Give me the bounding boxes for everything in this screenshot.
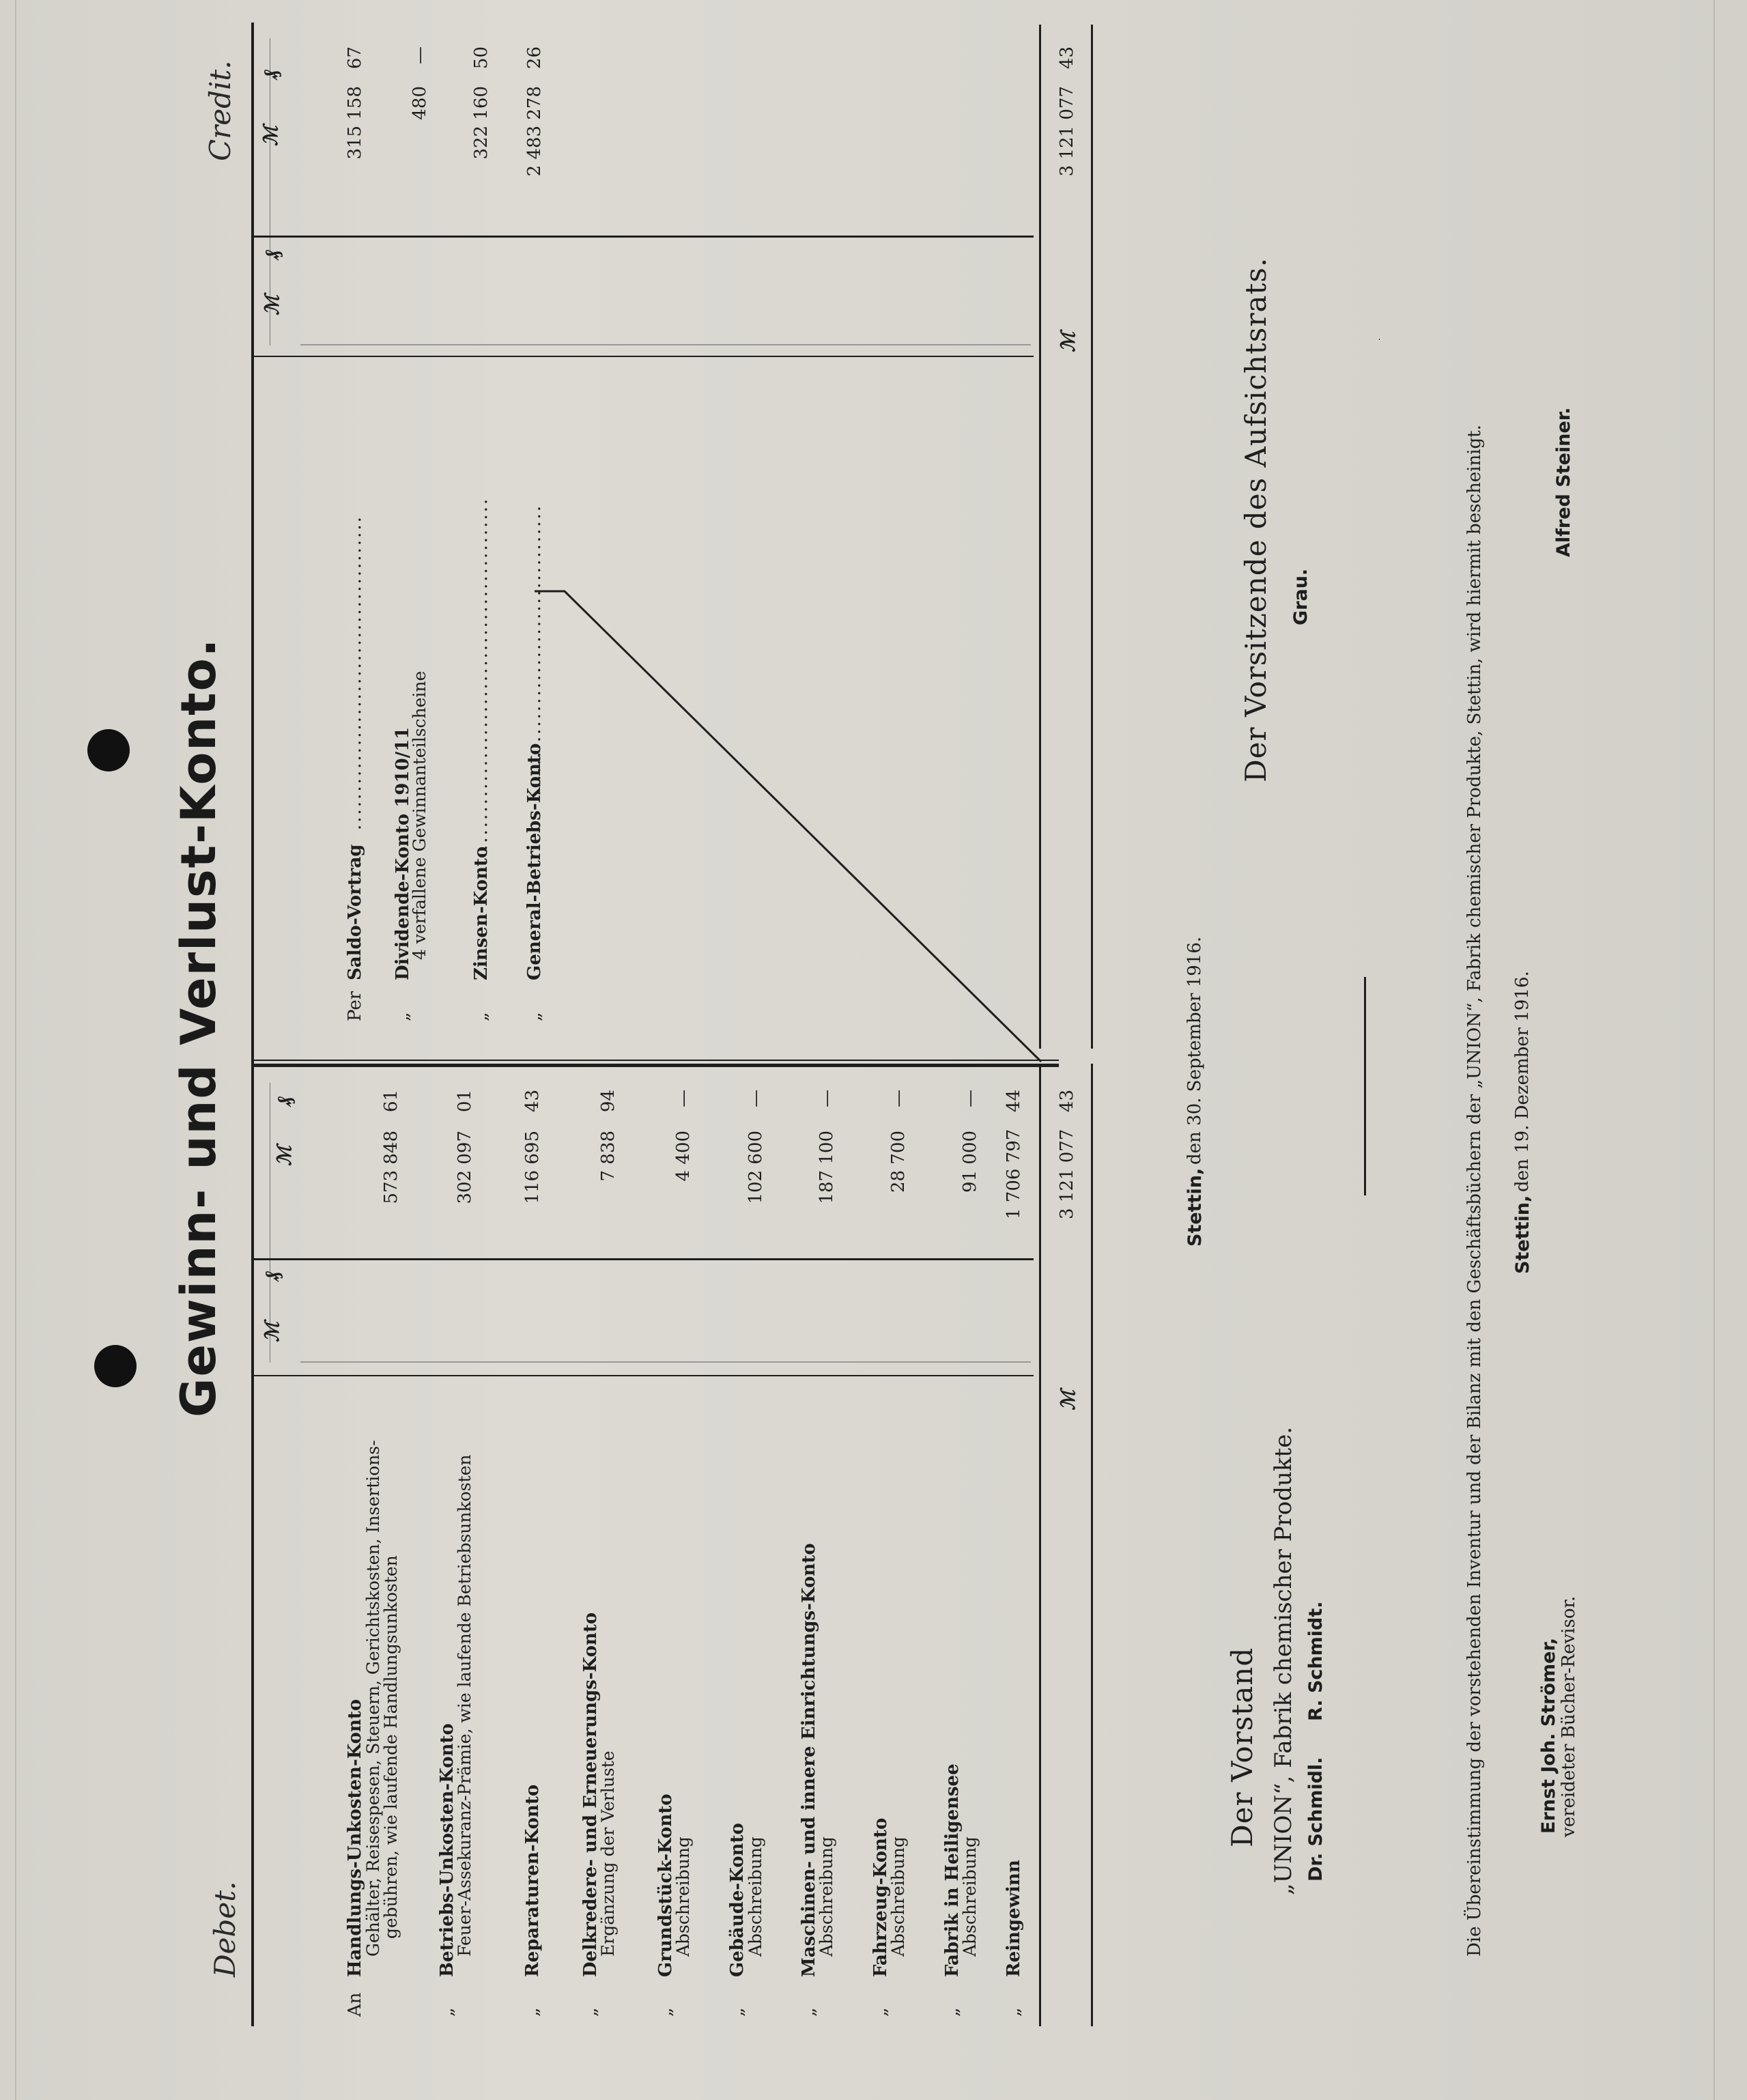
- credit-account-4-leader: ......................................: [524, 503, 545, 796]
- debit-amount-6-pf: —: [745, 1090, 766, 1107]
- credit-pf-header-1: ₰: [261, 250, 283, 259]
- credit-amount-2-pf: —: [410, 46, 430, 64]
- debit-amount-3-pf: 43: [522, 1090, 543, 1113]
- supervisory-signer: Grau.: [1290, 568, 1311, 625]
- debit-account-4-desc-1: Ergänzung der Verluste: [598, 1750, 618, 1957]
- credit-prefix-2: „: [393, 1012, 413, 1021]
- diagonal-filler-line: [532, 584, 1051, 1062]
- debit-prefix-6: „: [727, 2007, 748, 2017]
- debit-prefix-3: „: [522, 2007, 543, 2017]
- debit-label: Debet.: [208, 1881, 242, 1977]
- debit-amount-1-mark: 573 848: [381, 1131, 401, 1204]
- credit-total-pf: 43: [1057, 46, 1077, 70]
- credit-total-mark: 3 121 077: [1057, 86, 1077, 177]
- board-signer-2: R. Schmidt.: [1305, 1601, 1326, 1721]
- credit-account-2-desc: 4 verfallene Gewinnanteilscheine: [410, 670, 429, 960]
- debit-mark-header-1: ℳ: [261, 1322, 283, 1342]
- debit-amount-9-pf: —: [960, 1090, 980, 1107]
- debit-account-3: Reparaturen-Konto: [522, 1784, 543, 1977]
- credit-total-underline: [1091, 25, 1093, 1049]
- debit-account-5-desc-1: Abschreibung: [673, 1836, 693, 1957]
- debit-account-2-desc-1: Feuer-Assekuranz-Prämie, wie laufende Betriebsunkosten: [455, 1454, 474, 1957]
- debit-mark-header-2: ℳ: [273, 1146, 296, 1166]
- spacer: [1379, 339, 1380, 340]
- debit-prefix-2: „: [437, 2007, 457, 2017]
- debit-sum-rule: [1039, 1064, 1041, 2026]
- credit-amount-1-mark: 315 158: [345, 86, 365, 160]
- debit-prefix-5: „: [655, 2007, 676, 2017]
- debit-amount-9-mark: 91 000: [960, 1131, 980, 1193]
- debit-inner-rule: [300, 1361, 1031, 1363]
- credit-outer-rule: [251, 236, 1034, 238]
- credit-account-3-leader: ..............................................: [471, 496, 492, 851]
- debit-outer-rule: [251, 1258, 1034, 1260]
- credit-account-4: General-Betriebs-Konto: [524, 743, 545, 980]
- debit-total-pf: 43: [1057, 1090, 1077, 1113]
- date-1: den 30. September 1916.: [1184, 936, 1205, 1165]
- debit-account-7-desc-1: Abschreibung: [816, 1836, 836, 1957]
- debit-account-9-desc-1: Abschreibung: [960, 1836, 980, 1957]
- debit-amount-5-pf: —: [673, 1090, 694, 1107]
- credit-mark-header-2: ℳ: [259, 126, 282, 146]
- credit-pf-header-2: ₰: [259, 70, 282, 79]
- debit-account-5: Grundstück-Konto: [655, 1793, 676, 1977]
- debit-prefix-7: „: [799, 2007, 819, 2017]
- debit-prefix-first: An: [345, 1992, 365, 2017]
- debit-amount-6-mark: 102 600: [745, 1131, 766, 1204]
- debit-total-mark: 3 121 077: [1057, 1129, 1077, 1219]
- credit-account-1-leader: .........................................: [345, 515, 365, 830]
- debit-amount-5-mark: 4 400: [673, 1131, 694, 1182]
- credit-mark-header-1: ℳ: [261, 295, 283, 315]
- auditor-name: Ernst Joh. Strömer,: [1538, 1637, 1559, 1834]
- credit-inner-rule: [300, 344, 1031, 345]
- certification-text: Die Übereinstimmung der vorstehenden Inventur und der Bilanz mit den Geschäftsbüchern der „UNION“, Fabrik chemischer Produkte, Stettin, wird hiermit bescheinigt.: [1464, 425, 1485, 1957]
- date-2: den 19. Dezember 1916.: [1512, 971, 1533, 1192]
- debit-amount-7-mark: 187 100: [816, 1131, 837, 1204]
- auditor-role: vereideter Bücher-Revisor.: [1559, 1595, 1579, 1837]
- credit-account-3: Zinsen-Konto: [471, 846, 492, 980]
- debit-amount-4-mark: 7 838: [598, 1131, 619, 1182]
- credit-prefix-first: Per: [345, 991, 365, 1021]
- place-1: Stettin,: [1184, 1167, 1206, 1247]
- credit-amount-4-mark: 2 483 278: [524, 86, 545, 177]
- debit-amount-2-mark: 302 097: [455, 1131, 475, 1204]
- board-company: „UNION“, Fabrik chemischer Produkte.: [1270, 1426, 1297, 1895]
- debit-amount-rule: [251, 1375, 1034, 1376]
- debit-account-1-desc-1: Gehälter, Reisespesen, Steuern, Gerichtskosten, Insertions-: [363, 1440, 383, 1957]
- signature-divider: [1364, 977, 1366, 1195]
- page-title: Gewinn- und Verlust-Konto.: [171, 637, 227, 1417]
- debit-amount-10-mark: 1 706 797: [1004, 1129, 1024, 1219]
- credit-amount-3-mark: 322 160: [471, 86, 492, 160]
- debit-prefix-8: „: [870, 2007, 891, 2017]
- table-center-rule: [251, 1064, 1059, 1067]
- debit-account-1-desc-2: gebühren, wie laufende Handlungsunkosten: [381, 1555, 401, 1939]
- board-title: Der Vorstand: [1225, 1647, 1259, 1847]
- witness-name: Alfred Steiner.: [1553, 407, 1574, 557]
- diagonal-stroke: [535, 591, 1041, 1062]
- debit-account-6: Gebäude-Konto: [727, 1823, 748, 1977]
- debit-account-1: Handlungs-Unkosten-Konto: [345, 1699, 365, 1977]
- debit-account-8: Fahrzeug-Konto: [870, 1817, 891, 1977]
- board-signer-1: Dr. Schmidl.: [1305, 1757, 1326, 1882]
- debit-account-7: Maschinen- und innere Einrichtungs-Konto: [799, 1543, 819, 1977]
- debit-account-9: Fabrik in Heiligensee: [942, 1763, 963, 1977]
- table-top-rule: [251, 23, 254, 2026]
- debit-amount-1-pf: 61: [381, 1090, 401, 1113]
- credit-amount-3-pf: 50: [471, 46, 492, 70]
- credit-total-currency: ℳ: [1057, 332, 1079, 352]
- debit-amount-8-pf: —: [888, 1090, 909, 1107]
- credit-prefix-3: „: [471, 1012, 492, 1021]
- credit-prefix-4: „: [524, 1012, 545, 1021]
- credit-amount-1-pf: 67: [345, 46, 365, 70]
- credit-amount-rule: [251, 356, 1034, 357]
- debit-amount-10-pf: 44: [1004, 1090, 1024, 1113]
- debit-amount-8-mark: 28 700: [888, 1131, 909, 1193]
- debit-total-currency: ℳ: [1057, 1390, 1079, 1410]
- debit-amount-7-pf: —: [816, 1090, 837, 1107]
- credit-account-2: Dividende-Konto 1910/11: [393, 726, 413, 980]
- debit-prefix-9: „: [942, 2007, 963, 2017]
- debit-pf-header-1: ₰: [261, 1271, 283, 1281]
- debit-amount-4-pf: 94: [598, 1090, 619, 1113]
- debit-account-4: Delkredere- und Erneuerungs-Konto: [580, 1612, 601, 1977]
- debit-prefix-4: „: [580, 2007, 601, 2017]
- debit-amount-2-pf: 01: [455, 1090, 475, 1113]
- debit-account-8-desc-1: Abschreibung: [888, 1836, 908, 1957]
- debit-pf-header-2: ₰: [273, 1096, 296, 1106]
- debit-prefix-10: „: [1004, 2007, 1024, 2017]
- credit-label: Credit.: [203, 60, 237, 161]
- debit-account-2: Betriebs-Unkosten-Konto: [437, 1723, 457, 1977]
- debit-amount-3-mark: 116 695: [522, 1131, 543, 1204]
- credit-account-1: Saldo-Vortrag: [345, 844, 365, 980]
- debit-total-underline: [1091, 1064, 1093, 2026]
- credit-amount-4-pf: 26: [524, 46, 545, 70]
- supervisory-title: Der Vorsitzende des Aufsichtsrats.: [1239, 257, 1273, 782]
- debit-account-10: Reingewinn: [1004, 1860, 1024, 1977]
- debit-account-6-desc-1: Abschreibung: [745, 1836, 765, 1957]
- credit-sum-rule: [1039, 25, 1041, 1049]
- credit-amount-2-mark: 480: [410, 86, 430, 120]
- place-2: Stettin,: [1512, 1195, 1533, 1274]
